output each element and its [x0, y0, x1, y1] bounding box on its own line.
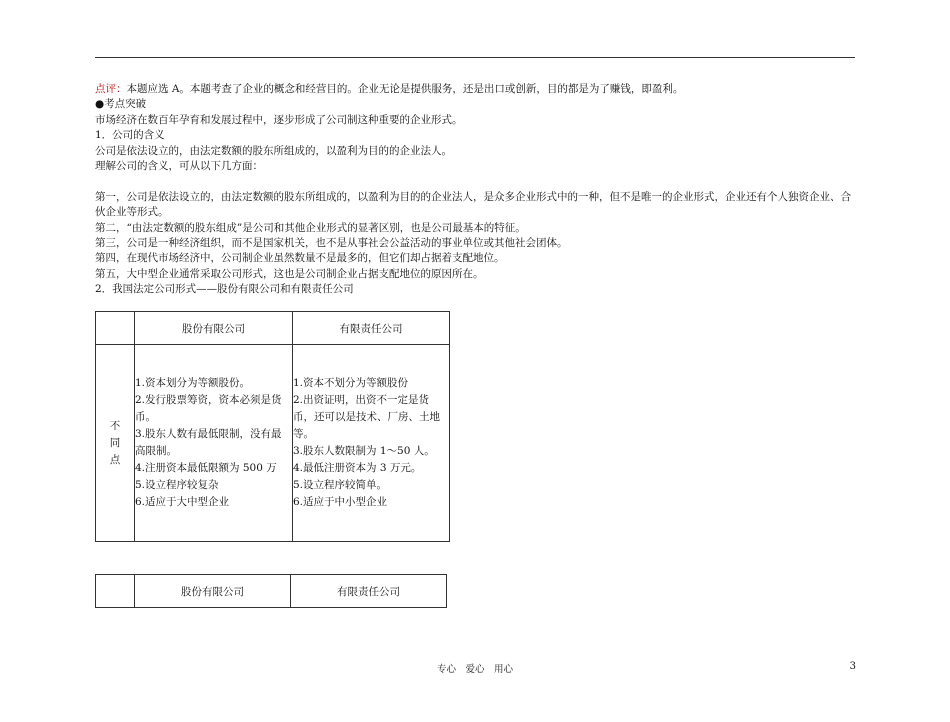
understand-paragraph: 理解公司的含义，可从以下几方面： — [95, 160, 263, 173]
list-item: 3.股东人数限制为 1～50 人。 — [293, 445, 435, 457]
joint-stock-items — [135, 345, 293, 542]
comment-label: 点评： — [95, 83, 127, 95]
row-label-char: 点 — [109, 453, 121, 466]
list-item: 1.资本不划分为等额股份 — [293, 377, 409, 389]
row-label-char: 同 — [109, 436, 121, 449]
table-corner-cell — [96, 575, 135, 608]
comparison-table — [95, 311, 450, 542]
header-joint-stock: 股份有限公司 — [135, 312, 293, 345]
limited-liability-items — [293, 345, 450, 542]
page-number: 3 — [849, 661, 856, 672]
definition-paragraph: 公司是依法设立的，由法定数额的股东所组成的，以盈利为目的的企业法人。 — [95, 144, 452, 157]
list-item: 2.出资证明，出资不一定是货币，还可以是技术、厂房、土地等。 — [293, 394, 440, 440]
section-title: ●考点突破 — [95, 98, 147, 111]
header-joint-stock: 股份有限公司 — [135, 575, 291, 608]
table-corner-cell — [96, 312, 135, 345]
point-2: 第二，“由法定数额的股东组成”是公司和其他企业形式的显著区别，也是公司最基本的特征。 — [95, 221, 526, 234]
list-item: 2.发行股票筹资，资本必须是货币。 — [135, 394, 282, 423]
list-item: 4.最低注册资本为 3 万元。 — [293, 462, 422, 474]
row-label-char: 不 — [109, 419, 121, 432]
document-body — [95, 82, 855, 298]
page-footer: 专心 爱心 用心 — [436, 664, 513, 675]
list-item: 5.设立程序较简单。 — [293, 479, 388, 491]
row-label-differences — [96, 345, 135, 542]
intro-paragraph: 市场经济在数百年孕育和发展过程中，逐步形成了公司制这种重要的企业形式。 — [95, 113, 463, 126]
comment-paragraph — [95, 82, 855, 97]
point-4: 第四，在现代市场经济中，公司制企业虽然数量不是最多的，但它们却占据着支配地位。 — [95, 252, 505, 265]
heading-company-meaning: 1．公司的含义 — [95, 129, 165, 142]
point-1: 第一，公司是依法设立的，由法定数额的股东所组成的，以盈利为目的的企业法人，是众多企业形式中的一种，但不是唯一的企业形式，企业还有个人独资企业、合伙企业等形式。 — [95, 190, 851, 219]
comment-text: 本题应选 A。本题考查了企业的概念和经营目的。企业无论是提供服务，还是出口或创新，目的都是为了赚钱，即盈利。 — [126, 83, 684, 95]
header-limited-liability: 有限责任公司 — [293, 312, 450, 345]
second-table — [95, 574, 447, 608]
table-header-row — [96, 312, 450, 345]
header-limited-liability: 有限责任公司 — [291, 575, 447, 608]
blank-line — [95, 174, 855, 189]
list-item: 6.适应于中小型企业 — [293, 496, 388, 508]
list-item: 5.设立程序较复杂 — [135, 479, 219, 491]
point-5: 第五，大中型企业通常采取公司形式，这也是公司制企业占据支配地位的原因所在。 — [95, 267, 484, 280]
list-item: 4.注册资本最低限额为 500 万 — [135, 462, 277, 474]
table-row — [96, 345, 450, 542]
point-3: 第三，公司是一种经济组织，而不是国家机关，也不是从事社会公益活动的事业单位或其他社会团体。 — [95, 237, 568, 250]
table-header-row — [96, 575, 447, 608]
list-item: 3.股东人数有最低限制，没有最高限制。 — [135, 428, 282, 457]
header-rule — [95, 57, 855, 58]
list-item: 6.适应于大中型企业 — [135, 496, 230, 508]
list-item: 1.资本划分为等额股份。 — [135, 377, 251, 389]
heading-company-forms: 2．我国法定公司形式——股份有限公司和有限责任公司 — [95, 283, 354, 296]
